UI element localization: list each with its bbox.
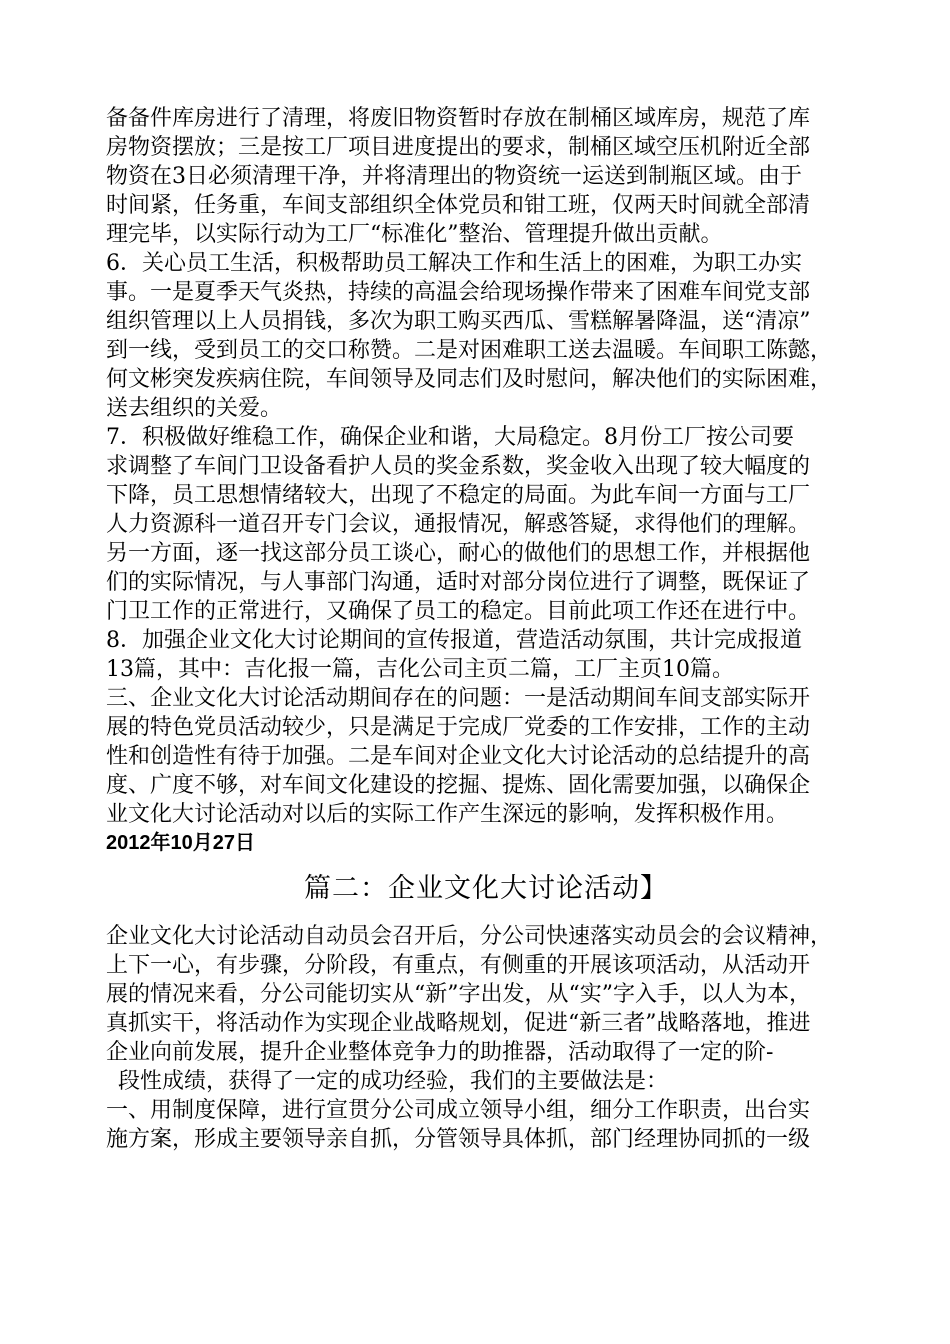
text-line: 13篇，其中：吉化报一篇，吉化公司主页二篇，工厂主页10篇。 (106, 657, 734, 682)
text-line: 组织管理以上人员捐钱，多次为职工购买西瓜、雪糕解暑降温，送“清凉” (106, 309, 811, 334)
text-line: 性和创造性有待于加强。二是车间对企业文化大讨论活动的总结提升的高 (106, 744, 811, 769)
text-line: 一、用制度保障，进行宣贯分公司成立领导小组，细分工作职责，出台实 (106, 1098, 811, 1123)
section-two-text (106, 922, 866, 1154)
document-date: 2012年10月27日 (106, 832, 255, 854)
text-line: 6．关心员工生活，积极帮助员工解决工作和生活上的困难，为职工办实 (106, 251, 802, 276)
text-line: 房物资摆放；三是按工厂项目进度提出的要求，制桶区域空压机附近全部 (106, 135, 811, 160)
text-line: 企业向前发展，提升企业整体竞争力的助推器，活动取得了一定的阶- (106, 1040, 774, 1065)
text-line: 送去组织的关爱。 (106, 396, 283, 421)
text-line: 备备件库房进行了清理，将废旧物资暂时存放在制桶区域库房，规范了库 (106, 106, 811, 131)
document-body (106, 104, 866, 1154)
text-line: 下降，员工思想情绪较大，出现了不稳定的局面。为此车间一方面与工厂 (106, 483, 811, 508)
text-line: 7．积极做好维稳工作，确保企业和谐，大局稳定。8月份工厂按公司要 (106, 425, 794, 450)
text-line: 求调整了车间门卫设备看护人员的奖金系数，奖金收入出现了较大幅度的 (106, 454, 811, 479)
text-line: 事。一是夏季天气炎热，持续的高温会给现场操作带来了困难车间党支部 (106, 280, 811, 305)
text-line: 展的情况来看，分公司能切实从“新”字出发，从“实”字入手，以人为本， (106, 982, 811, 1007)
text-line: 门卫工作的正常进行，又确保了员工的稳定。目前此项工作还在进行中。 (106, 599, 811, 624)
text-line: 时间紧，任务重，车间支部组织全体党员和钳工班，仅两天时间就全部清 (106, 193, 811, 218)
text-line: 三、企业文化大讨论活动期间存在的问题：一是活动期间车间支部实际开 (106, 686, 811, 711)
text-line: 们的实际情况，与人事部门沟通，适时对部分岗位进行了调整，既保证了 (106, 570, 811, 595)
text-line: 真抓实干，将活动作为实现企业战略规划，促进“新三者”战略落地，推进 (106, 1011, 811, 1036)
text-line: 物资在3日必须清理干净，并将清理出的物资统一运送到制瓶区域。由于 (106, 164, 802, 189)
text-line: 业文化大讨论活动对以后的实际工作产生深远的影响，发挥积极作用。 (106, 802, 789, 827)
section-one-text (106, 104, 866, 829)
text-line: 8．加强企业文化大讨论期间的宣传报道，营造活动氛围，共计完成报道 (106, 628, 802, 653)
text-line: 段性成绩，获得了一定的成功经验，我们的主要做法是： (118, 1069, 669, 1094)
text-line: 到一线，受到员工的交口称赞。二是对困难职工送去温暖。车间职工陈懿， (106, 338, 833, 363)
text-line: 人力资源科一道召开专门会议，通报情况，解惑答疑，求得他们的理解。 (106, 512, 811, 537)
text-line: 何文彬突发疾病住院，车间领导及同志们及时慰问，解决他们的实际困难， (106, 367, 833, 392)
text-line: 企业文化大讨论活动自动员会召开后，分公司快速落实动员会的会议精神， (106, 924, 833, 949)
text-line: 另一方面，逐一找这部分员工谈心，耐心的做他们的思想工作，并根据他 (106, 541, 811, 566)
text-line: 上下一心，有步骤，分阶段，有重点，有侧重的开展该项活动，从活动开 (106, 953, 811, 978)
section-two-heading: 篇二：企业文化大讨论活动】 (304, 873, 668, 904)
text-line: 施方案，形成主要领导亲自抓，分管领导具体抓，部门经理协同抓的一级 (106, 1127, 811, 1152)
text-line: 理完毕，以实际行动为工厂“标准化”整治、管理提升做出贡献。 (106, 222, 723, 247)
text-line: 展的特色党员活动较少，只是满足于完成厂党委的工作安排，工作的主动 (106, 715, 811, 740)
text-line: 度、广度不够，对车间文化建设的挖掘、提炼、固化需要加强，以确保企 (106, 773, 811, 798)
